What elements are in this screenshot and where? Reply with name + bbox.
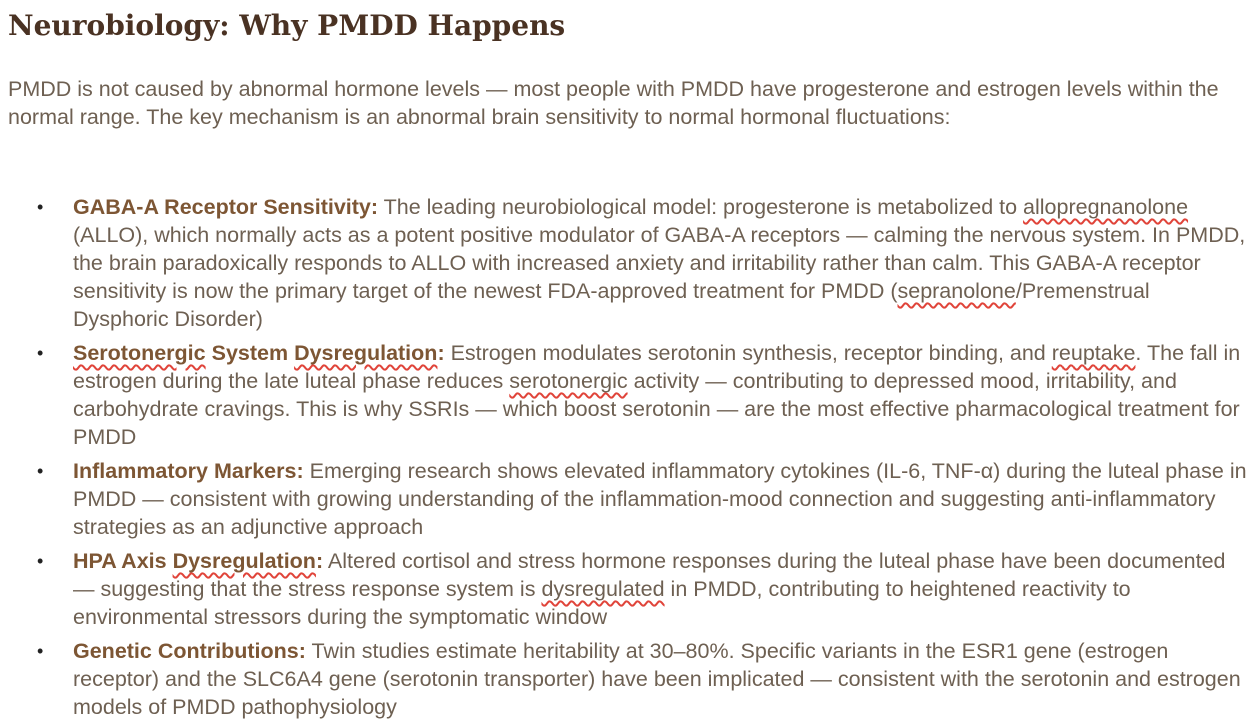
point-text: . The fall in estrogen during the late luteal phase reduces — [73, 341, 1241, 393]
bullet-icon: • — [37, 343, 44, 363]
spellcheck-word[interactable]: Dysregulation — [294, 341, 438, 365]
term-part: System — [205, 341, 295, 365]
section-heading: Neurobiology: Why PMDD Happens — [8, 9, 566, 42]
term-gaba: GABA-A Receptor Sensitivity: — [73, 195, 379, 219]
term-serotonergic — [73, 341, 445, 365]
spellcheck-word[interactable]: serotonergic — [509, 369, 628, 393]
spellcheck-word[interactable]: allopregnanolone — [1023, 195, 1189, 219]
term-part: : — [315, 549, 324, 573]
bullet-icon: • — [37, 641, 44, 661]
point-text: in PMDD, contributing to heightened reactivity to environmental stressors during the symptomatic window — [73, 577, 1131, 629]
point-text: Emerging research shows elevated inflammatory cytokines (IL-6, TNF-α) during the luteal phase in PMDD — consistent with growing understanding of the inflammation-mood connection and suggesting anti-inflammatory strategies as an adjunctive approach — [73, 459, 1247, 539]
term-hpa — [73, 549, 323, 573]
term-inflammatory: Inflammatory Markers: — [73, 459, 304, 483]
spellcheck-word[interactable]: dysregulated — [541, 577, 665, 601]
spellcheck-word[interactable]: Dysregulation — [172, 549, 316, 573]
bullet-icon: • — [37, 461, 44, 481]
list-item-hpa — [37, 547, 1250, 631]
term-part: : — [437, 341, 445, 365]
list-item-inflammatory — [37, 457, 1250, 541]
point-text: activity — contributing to depressed mood, irritability, and carbohydrate cravings. This is why SSRIs — which boost serotonin — are the most effective pharmacological treatment for PMDD — [73, 369, 1240, 449]
point-text: The leading neurobiological model: progesterone is metabolized to — [378, 195, 1024, 219]
spellcheck-word[interactable]: Serotonergic — [73, 341, 206, 365]
spellcheck-word[interactable]: sepranolone — [897, 279, 1016, 303]
list-item-serotonergic — [37, 339, 1250, 451]
bullet-list — [8, 193, 1250, 727]
point-text: /Premenstrual Dysphoric Disorder) — [73, 279, 1150, 331]
bullet-icon: • — [37, 551, 44, 571]
point-text: Estrogen modulates serotonin synthesis, receptor binding, and — [444, 341, 1052, 365]
bullet-icon: • — [37, 197, 44, 217]
point-text: Twin studies estimate heritability at 30–80%. Specific variants in the ESR1 gene (estrogen receptor) and the SLC6A4 gene (serotonin transporter) have been implicated — consistent with the serotonin and estrogen models of PMDD pathophysiology — [73, 639, 1241, 719]
point-text: Altered cortisol and stress hormone responses during the luteal phase have been documented — suggesting that the stress response system is — [73, 549, 1226, 601]
list-item-gaba — [37, 193, 1250, 333]
intro-paragraph: PMDD is not caused by abnormal hormone levels — most people with PMDD have progesterone and estrogen levels within the normal range. The key mechanism is an abnormal brain sensitivity to normal hormonal fluctuations: — [8, 77, 1219, 129]
list-item-genetic — [37, 637, 1250, 721]
term-genetic: Genetic Contributions: — [73, 639, 306, 663]
point-text: (ALLO), which normally acts as a potent positive modulator of GABA-A receptors — calming the nervous system. In PMDD, the brain paradoxically responds to ALLO with increased anxiety and irritability rather than calm. This GABA-A receptor sensitivity is now the primary target of the newest FDA-approved treatment for PMDD ( — [73, 223, 1246, 303]
term-part: HPA Axis — [73, 549, 173, 573]
spellcheck-word[interactable]: reuptake — [1051, 341, 1136, 365]
